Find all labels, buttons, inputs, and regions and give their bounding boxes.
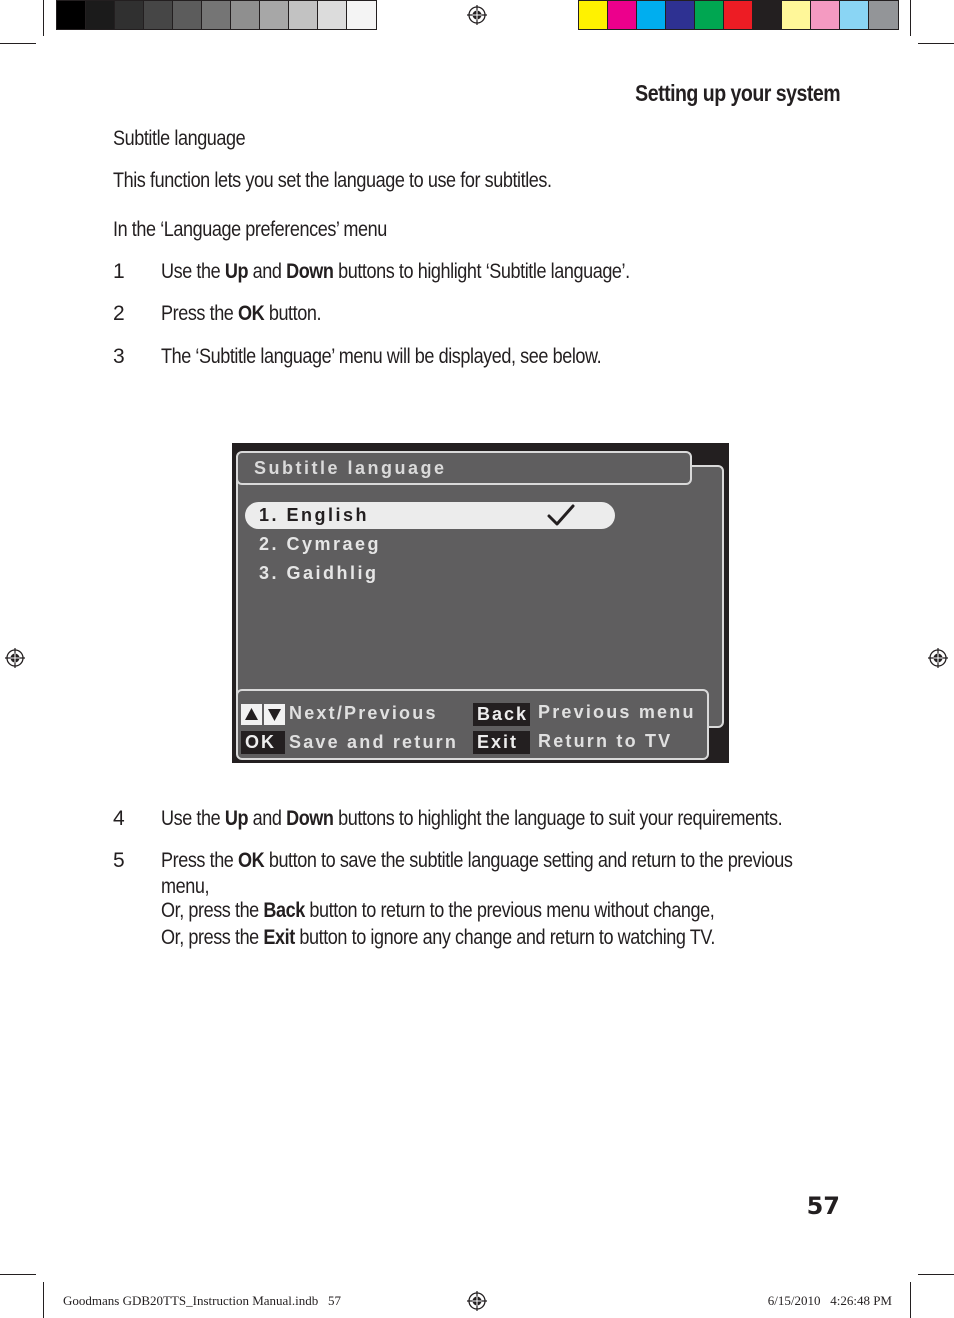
step-text: Press the OK button to save the subtitle language setting and return to the previous xyxy=(161,849,793,872)
exit-key: Exit xyxy=(473,731,530,754)
menu-title-bar xyxy=(236,451,692,485)
gray-swatch xyxy=(289,1,318,29)
step-text: Use the Up and Down buttons to highlight the language to suit your requirements. xyxy=(161,807,783,830)
up-arrow-icon xyxy=(241,704,262,725)
page-number: 57 xyxy=(806,1192,840,1220)
gray-swatch xyxy=(318,1,347,29)
step-number: 2 xyxy=(113,302,125,325)
menu-help-bar xyxy=(236,689,709,760)
crop-mark xyxy=(43,1282,44,1318)
registration-mark-icon xyxy=(466,4,488,26)
file-slug: Goodmans GDB20TTS_Instruction Manual.indb 57 xyxy=(63,1293,342,1308)
tv-menu-screenshot xyxy=(232,443,729,763)
step-number: 3 xyxy=(113,345,125,368)
intro-paragraph: This function lets you set the language to use for subtitles. xyxy=(113,169,552,192)
menu-title: Subtitle language xyxy=(254,458,447,478)
check-icon xyxy=(546,504,576,528)
color-swatch xyxy=(608,1,637,29)
gray-swatch xyxy=(231,1,260,29)
color-swatch xyxy=(753,1,782,29)
step-number: 1 xyxy=(113,260,125,283)
registration-mark-icon xyxy=(466,1290,488,1312)
crop-mark xyxy=(43,0,44,36)
gray-swatch xyxy=(86,1,115,29)
crop-mark xyxy=(918,1274,954,1275)
section-title: Setting up your system xyxy=(635,80,840,106)
exit-hint-label: Return to TV xyxy=(538,731,673,751)
step-text: Or, press the Back button to return to the previous menu without change, xyxy=(161,899,715,922)
process-color-bar xyxy=(578,0,899,30)
gray-swatch xyxy=(202,1,231,29)
color-swatch xyxy=(637,1,666,29)
color-swatch xyxy=(695,1,724,29)
color-swatch xyxy=(666,1,695,29)
step-text: Or, press the Exit button to ignore any change and return to watching TV. xyxy=(161,926,715,949)
color-swatch xyxy=(840,1,869,29)
crop-mark xyxy=(0,43,36,44)
language-option-cymraeg[interactable]: 2. Cymraeg xyxy=(259,534,382,554)
step-number: 4 xyxy=(113,807,125,830)
color-swatch xyxy=(724,1,753,29)
grayscale-color-bar xyxy=(56,0,377,30)
down-arrow-icon xyxy=(264,704,285,725)
crop-mark xyxy=(918,43,954,44)
color-swatch xyxy=(869,1,898,29)
ok-key: OK xyxy=(241,731,285,754)
gray-swatch xyxy=(57,1,86,29)
step-text: menu, xyxy=(161,875,210,898)
crop-mark xyxy=(0,1274,36,1275)
step-number: 5 xyxy=(113,849,125,872)
gray-swatch xyxy=(144,1,173,29)
gray-swatch xyxy=(347,1,376,29)
subsection-heading: Subtitle language xyxy=(113,127,246,150)
registration-mark-icon xyxy=(927,647,949,669)
ok-hint-label: Save and return xyxy=(289,732,459,752)
language-option-gaidhlig[interactable]: 3. Gaidhlig xyxy=(259,563,379,583)
nav-hint-label: Next/Previous xyxy=(289,703,438,723)
crop-mark xyxy=(910,1282,911,1318)
back-hint-label: Previous menu xyxy=(538,702,696,722)
color-swatch xyxy=(782,1,811,29)
color-swatch xyxy=(579,1,608,29)
crop-mark xyxy=(910,0,911,36)
context-paragraph: In the ‘Language preferences’ menu xyxy=(113,218,387,241)
step-text: The ‘Subtitle language’ menu will be displayed, see below. xyxy=(161,345,602,368)
gray-swatch xyxy=(260,1,289,29)
gray-swatch xyxy=(173,1,202,29)
registration-mark-icon xyxy=(4,647,26,669)
step-text: Press the OK button. xyxy=(161,302,322,325)
gray-swatch xyxy=(115,1,144,29)
print-timestamp: 6/15/2010 4:26:48 PM xyxy=(767,1293,892,1308)
language-option-english[interactable]: 1. English xyxy=(259,505,370,525)
back-key: Back xyxy=(473,703,530,726)
step-text: Use the Up and Down buttons to highlight ‘Subtitle language’. xyxy=(161,260,630,283)
color-swatch xyxy=(811,1,840,29)
